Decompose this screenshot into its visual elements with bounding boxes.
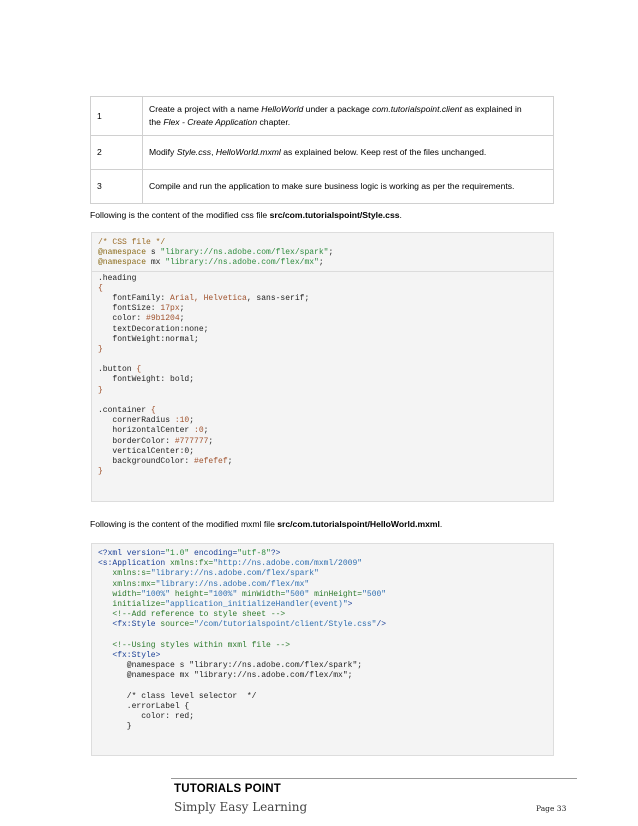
table-row bbox=[91, 136, 554, 170]
css-code-block bbox=[91, 232, 554, 502]
footer-divider bbox=[171, 778, 577, 779]
code-line: fontFamily: Arial, Helvetica, sans-serif; bbox=[98, 293, 310, 303]
code-line: } bbox=[98, 385, 103, 395]
code-line: /* CSS file */ bbox=[98, 238, 166, 247]
code-line: color: red; bbox=[98, 712, 195, 721]
step-description: Modify Style.css, HelloWorld.mxml as explained below. Keep rest of the files unchanged. bbox=[143, 136, 554, 170]
code-line: } bbox=[98, 344, 103, 354]
code-line: <!--Using styles within mxml file --> bbox=[98, 640, 291, 650]
code-divider bbox=[92, 271, 553, 272]
code-line: <s:Application xmlns:fx="http://ns.adobe.com/mxml/2009" bbox=[98, 559, 363, 569]
code-line: .container { bbox=[98, 406, 156, 415]
code-line: backgroundColor: #efefef; bbox=[98, 456, 233, 466]
code-line: @namespace mx "library://ns.adobe.com/flex/mx"; bbox=[98, 258, 324, 268]
code-line: <fx:Style source="/com/tutorialspoint/client/Style.css"/> bbox=[98, 620, 387, 630]
footer-title: TUTORIALS POINT bbox=[174, 783, 281, 795]
code-line: <fx:Style> bbox=[98, 650, 161, 660]
code-line: } bbox=[98, 467, 103, 477]
code-line: <!--Add reference to style sheet --> bbox=[98, 610, 286, 620]
step-number: 2 bbox=[91, 136, 143, 170]
step-number: 3 bbox=[91, 170, 143, 204]
code-line: @namespace mx "library://ns.adobe.com/flex/mx"; bbox=[98, 671, 353, 681]
step-description: Compile and run the application to make sure business logic is working as per the requirements. bbox=[143, 170, 554, 204]
page-number: Page 33 bbox=[536, 804, 567, 813]
code-line: .errorLabel { bbox=[98, 701, 190, 711]
code-line: { bbox=[98, 283, 103, 293]
code-line: @namespace s "library://ns.adobe.com/flex/spark"; bbox=[98, 248, 334, 258]
code-line: horizontalCenter :0; bbox=[98, 426, 209, 436]
code-line: width="100%" height="100%" minWidth="500" minHeight="500" bbox=[98, 589, 387, 599]
table-row bbox=[91, 97, 554, 136]
footer-subtitle: Simply Easy Learning bbox=[174, 800, 308, 814]
code-line: .button { bbox=[98, 365, 142, 375]
code-line: } bbox=[98, 722, 132, 732]
steps-table bbox=[90, 96, 554, 204]
code-line: fontWeight:normal; bbox=[98, 334, 199, 344]
code-line: verticalCenter:0; bbox=[98, 446, 195, 456]
table-row bbox=[91, 170, 554, 204]
code-line: borderColor: #777777; bbox=[98, 436, 214, 446]
code-line: cornerRadius :10; bbox=[98, 416, 195, 426]
code-line: /* class level selector */ bbox=[98, 691, 257, 701]
code-line: .heading bbox=[98, 273, 137, 283]
mxml-code-block bbox=[91, 543, 554, 756]
code-line: <?xml version="1.0" encoding="utf-8"?> bbox=[98, 549, 281, 558]
code-line: xmlns:s="library://ns.adobe.com/flex/spark" bbox=[98, 569, 319, 579]
step-number: 1 bbox=[91, 97, 143, 136]
code-line: color: #9b1204; bbox=[98, 314, 185, 324]
code-line: fontWeight: bold; bbox=[98, 375, 195, 385]
css-intro-paragraph: Following is the content of the modified css file src/com.tutorialspoint/Style.css. bbox=[90, 210, 402, 220]
code-line: xmlns:mx="library://ns.adobe.com/flex/mx" bbox=[98, 579, 310, 589]
code-line: textDecoration:none; bbox=[98, 324, 209, 334]
code-line: initialize="application_initializeHandler(event)"> bbox=[98, 599, 353, 609]
mxml-intro-paragraph: Following is the content of the modified mxml file src/com.tutorialspoint/HelloWorld.mxml. bbox=[90, 519, 443, 529]
code-line: @namespace s "library://ns.adobe.com/flex/spark"; bbox=[98, 661, 363, 671]
code-line: fontSize: 17px; bbox=[98, 304, 185, 314]
step-description: Create a project with a name HelloWorld under a package com.tutorialspoint.client as explained in the Flex - Create Application chapter. bbox=[143, 97, 554, 136]
